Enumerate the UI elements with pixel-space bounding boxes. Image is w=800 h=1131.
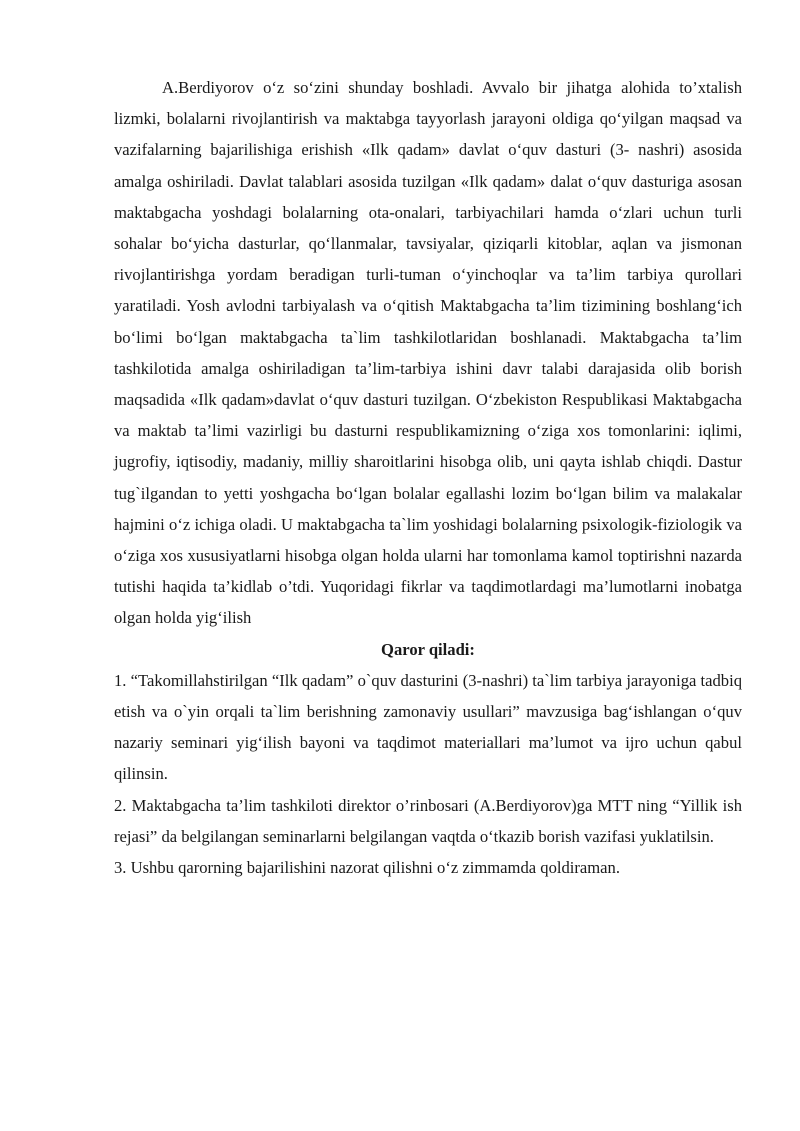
decision-heading: Qaror qiladi:: [381, 639, 475, 659]
document-page: [114, 72, 742, 883]
decision-item-1: 1. “Takomillahstirilgan “Ilk qadam” o`quv dasturini (3-nashri) ta`lim tarbiya jarayoniga tadbiq etish va o`yin orqali ta`lim berishning zamonaviy usullari” mavzusiga bag‘ishlangan o‘quv nazariy seminari yig‘ilish bayoni va taqdimot materiallari ma’lumot va ijro uchun qabul qilinsin.: [114, 670, 742, 784]
decision-item-3: 3. Ushbu qarorning bajarilishini nazorat qilishni o‘z zimmamda qoldiraman.: [114, 858, 620, 878]
intro-paragraph: A.Berdiyorov o‘z so‘zini shunday boshladi. Avvalo bir jihatga alohida to’xtalish lizmki, bolalarni rivojlantirish va maktabga tayyorlash jarayoni oldiga qo‘yilgan maqsad va vazifalarning bajarilishiga erishish «Ilk qadam» davlat o‘quv dasturi (3- nashri) asosida amalga oshiriladi. Davlat talablari asosida tuzilgan «Ilk qadam» dalat o‘quv dasturiga asosan maktabgacha yoshdagi bolalarning ota-onalari, tarbiyachilari hamda o‘zlari uchun turli sohalar bo‘yicha dasturlar, qo‘llanmalar, tavsiyalar, qiziqarli kitoblar, aqlan va jismonan rivojlantirishga yordam beradigan turli-tuman o‘yinchoqlar va ta’lim tarbiya qurollari yaratiladi. Yosh avlodni tarbiyalash va o‘qitish Maktabgacha ta’lim tizimining boshlang‘ich bo‘limi bo‘lgan maktabgacha ta`lim tashkilotlaridan boshlanadi. Maktabgacha ta’lim tashkilotida amalga oshiriladigan ta’lim-tarbiya ishini davr talabi darajasida olib borish maqsadida «Ilk qadam»davlat o‘quv dasturi tuzilgan. O‘zbekiston Respublikasi Maktabgacha va maktab ta’limi vazirligi bu dasturni respublikamizning o‘ziga xos tomonlarini: iqlimi, jugrofiy, iqtisodiy, madaniy, milliy sharoitlarini hisobga olib, uni qayta ishlab chiqdi. Dastur tug`ilgandan to yetti yoshgacha bo‘lgan bolalar egallashi lozim bo‘lgan bilim va malakalar hajmini o‘z ichiga oladi. U maktabgacha ta`lim yoshidagi bolalarning psixologik-fiziologik va o‘ziga xos xususiyatlarni hisobga olgan holda ularni har tomonlama kamol toptirishni nazarda tutishi haqida ta’kidlab o’tdi. Yuqoridagi fikrlar va taqdimotlardagi ma’lumotlarni inobatga olgan holda yig‘ilish: [114, 78, 742, 628]
decision-item-2: 2. Maktabgacha ta’lim tashkiloti direktor o’rinbosari (A.Berdiyorov)ga MTT ning “Yillik ish rejasi” da belgilangan seminarlarni belgilangan vaqtda o‘tkazib borish vazifasi yuklatilsin.: [114, 795, 742, 846]
